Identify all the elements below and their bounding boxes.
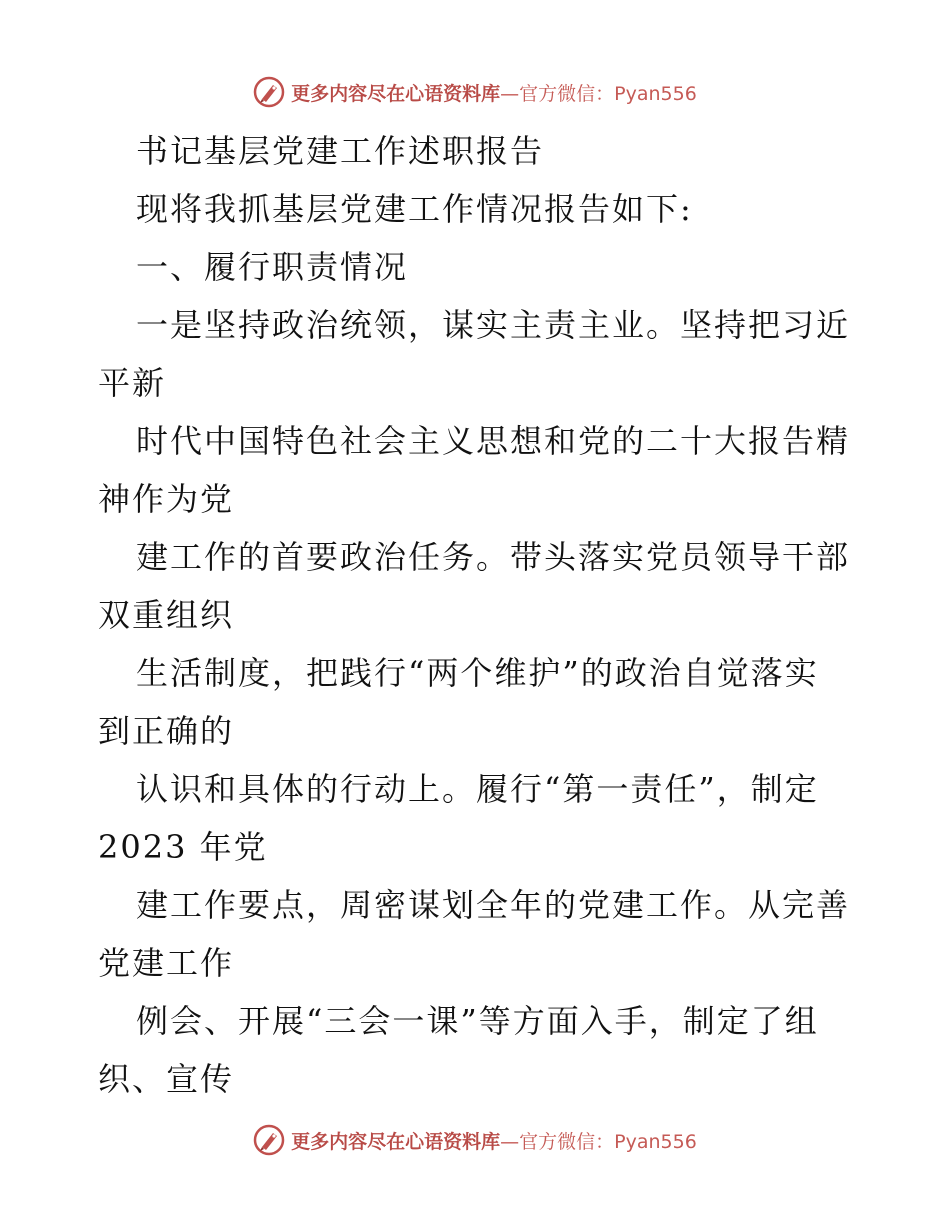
footer-watermark-banner: [0, 1120, 950, 1160]
document-body: [98, 122, 858, 1108]
header-watermark-banner: [0, 72, 950, 112]
pen-nib-logo-icon: [253, 1124, 285, 1156]
banner-suffix: 官方微信：Pyan556: [519, 82, 697, 105]
doc-line: 认识和具体的行动上。履行“第一责任”，制定: [136, 770, 819, 808]
doc-line: 党建工作: [98, 944, 235, 982]
banner-brand: 更多内容尽在心语资料库: [291, 82, 501, 105]
doc-line: 平新: [98, 364, 167, 402]
doc-line: 织、宣传: [98, 1060, 235, 1098]
banner-text: [291, 79, 697, 106]
doc-line: 到正确的: [98, 712, 235, 750]
doc-line: 现将我抓基层党建工作情况报告如下:: [136, 190, 693, 228]
pen-nib-logo-icon: [253, 76, 285, 108]
banner-dash: —: [500, 1130, 520, 1153]
doc-line: 时代中国特色社会主义思想和党的二十大报告精: [136, 422, 851, 460]
banner-brand: 更多内容尽在心语资料库: [291, 1130, 501, 1153]
doc-line: 建工作要点，周密谋划全年的党建工作。从完善: [136, 886, 851, 924]
doc-line: 一是坚持政治统领，谋实主责主业。坚持把习近: [136, 306, 851, 344]
doc-line: 2023 年党: [98, 828, 268, 866]
doc-line: 生活制度，把践行“两个维护”的政治自觉落实: [136, 654, 819, 692]
banner-dash: —: [500, 82, 520, 105]
doc-line: 例会、开展“三会一课”等方面入手，制定了组: [136, 1002, 819, 1040]
doc-line: 双重组织: [98, 596, 235, 634]
banner-text: [291, 1127, 697, 1154]
doc-title: 书记基层党建工作述职报告: [136, 132, 545, 170]
section-heading: 一、履行职责情况: [136, 248, 409, 286]
doc-line: 建工作的首要政治任务。带头落实党员领导干部: [136, 538, 851, 576]
banner-suffix: 官方微信：Pyan556: [519, 1130, 697, 1153]
doc-line: 神作为党: [98, 480, 235, 518]
